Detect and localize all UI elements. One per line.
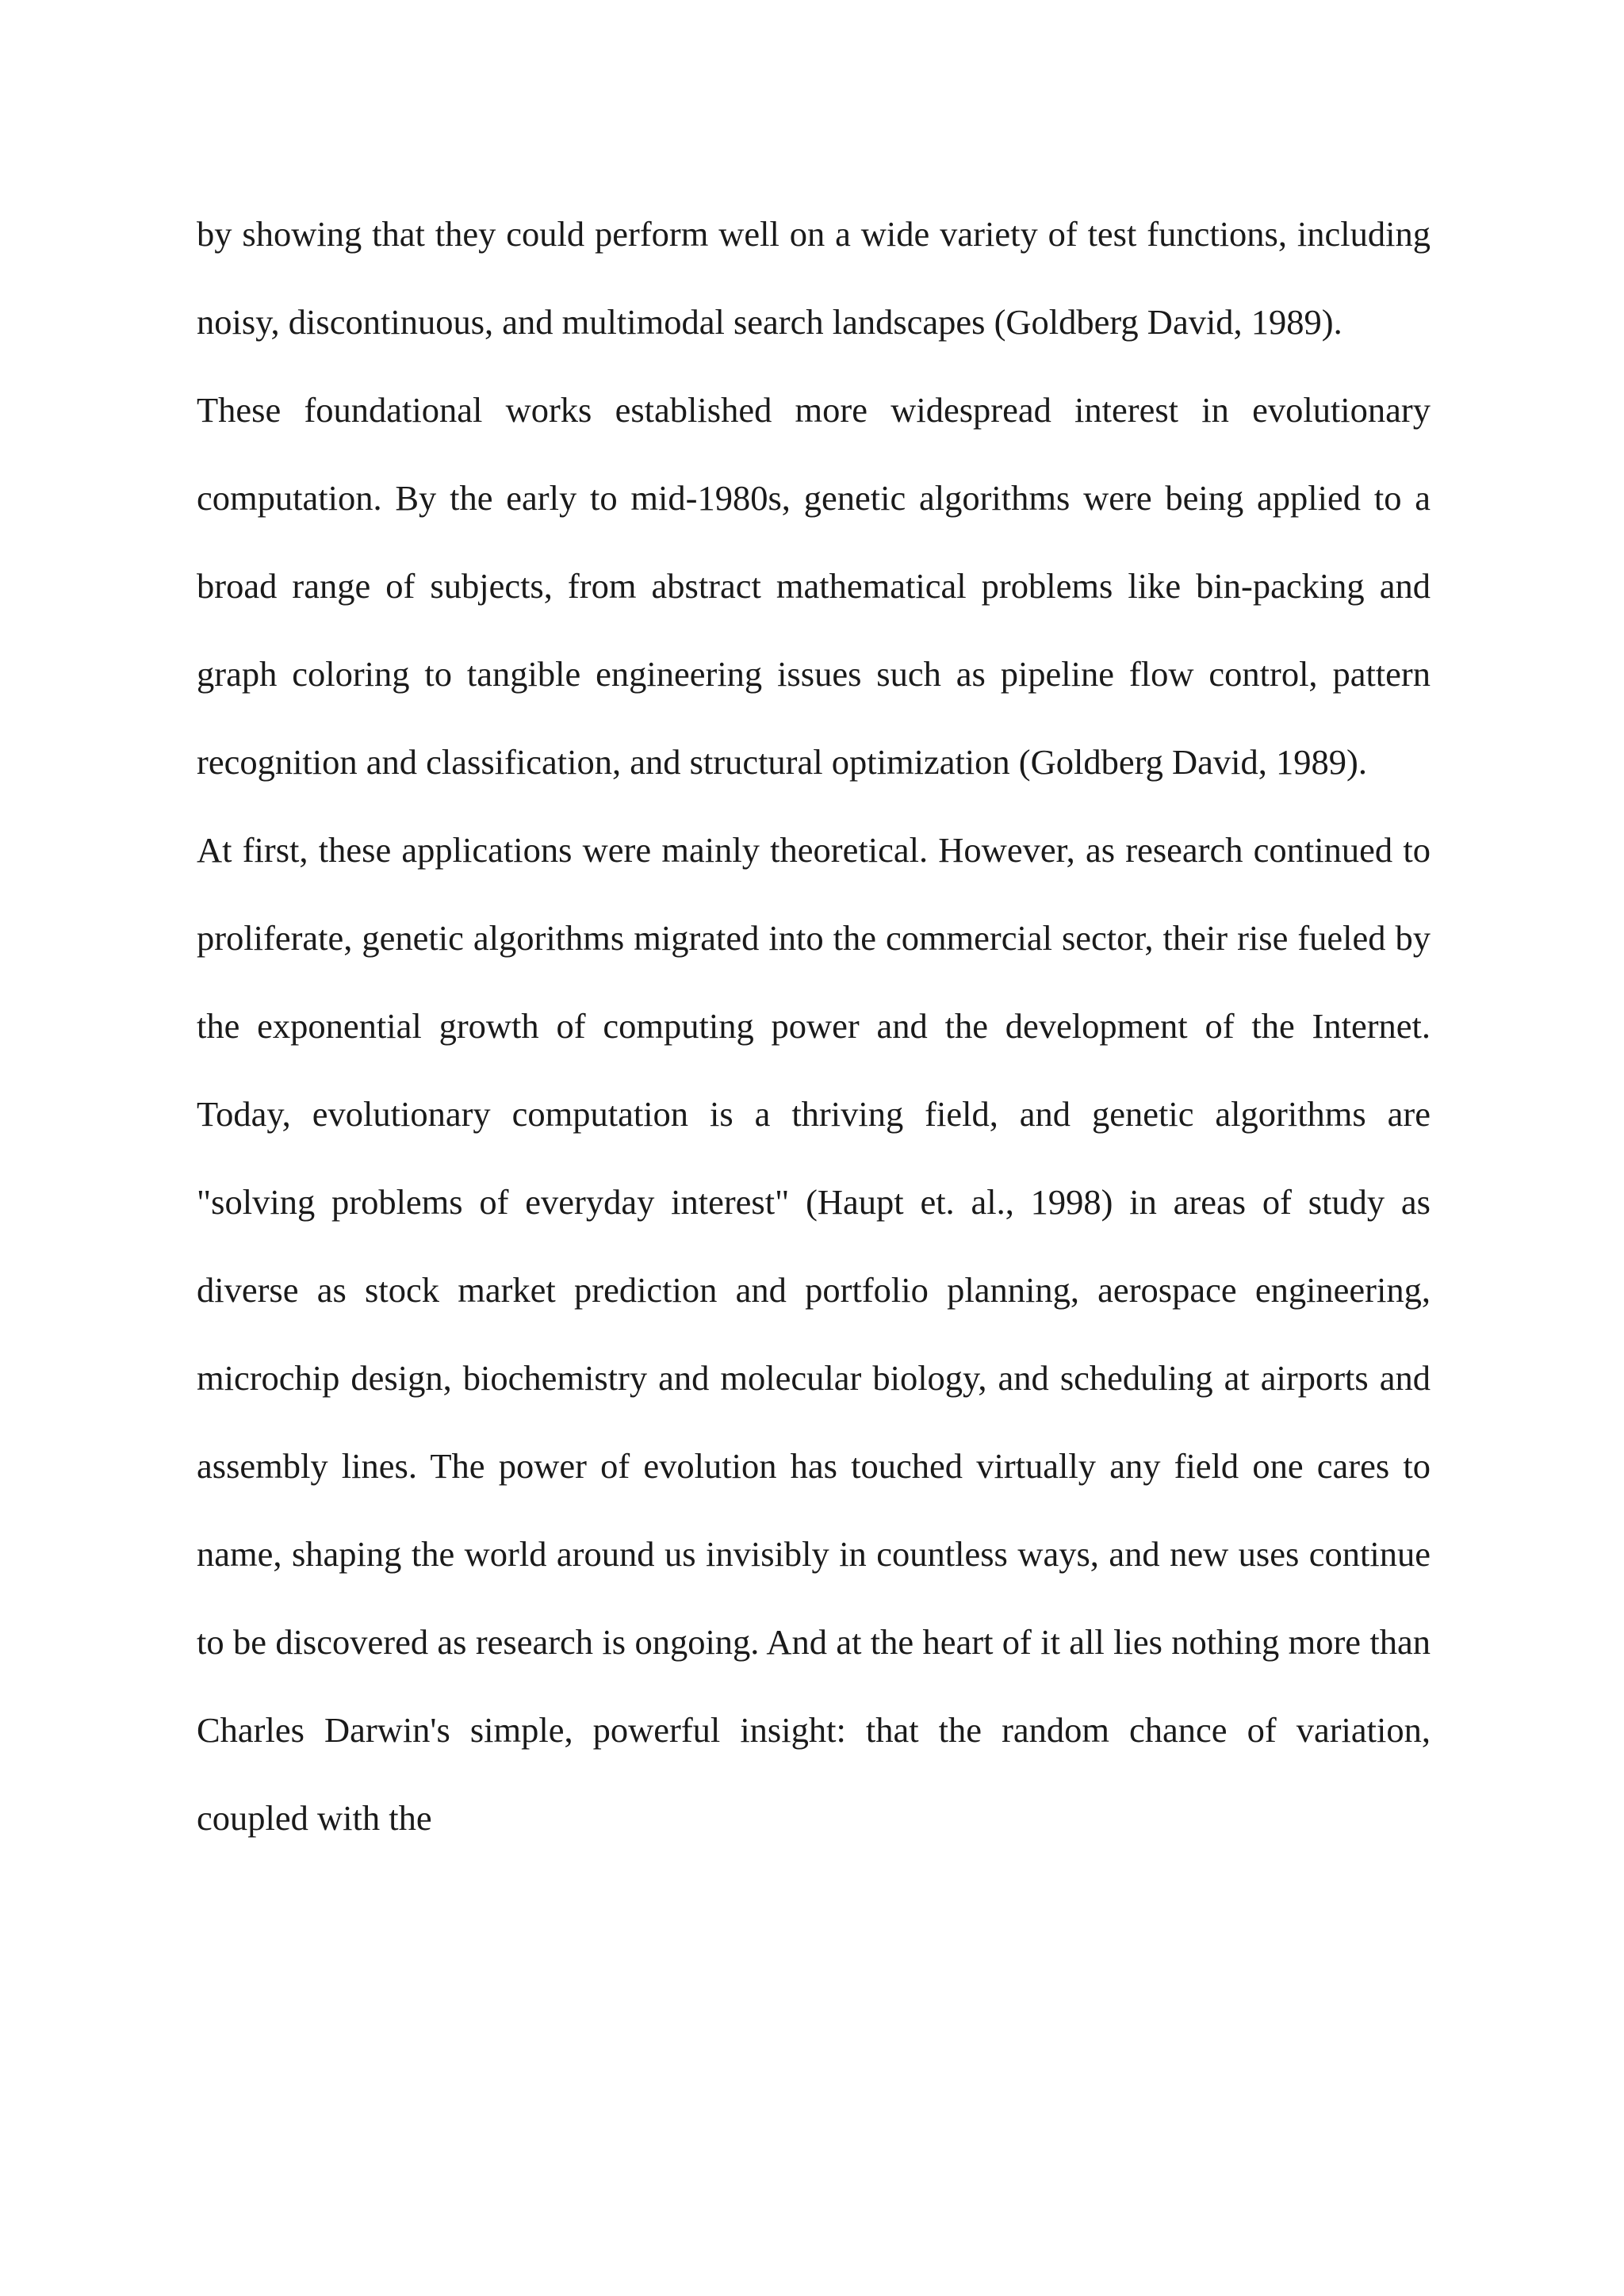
paragraph-2: These foundational works established more widespread interest in evolutionary computation. By the early to mid-1980s, genetic algorithms were being applied to a broad range of subjects, from abstract mathematical problems like bin-packing and graph coloring to tangible engineering issues such as pipeline flow control, pattern recognition and classification, and structural optimization (Goldberg David, 1989). <box>197 390 1431 782</box>
body-text <box>197 190 1431 1862</box>
paragraph-3: At first, these applications were mainly theoretical. However, as research continued to proliferate, genetic algorithms migrated into the commercial sector, their rise fueled by the exponential growth of computing power and the development of the Internet. Today, evolutionary computation is a thriving field, and genetic algorithms are "solving problems of everyday interest" (Haupt et. al., 1998) in areas of study as diverse as stock market prediction and portfolio planning, aerospace engineering, microchip design, biochemistry and molecular biology, and scheduling at airports and assembly lines. The power of evolution has touched virtually any field one cares to name, shaping the world around us invisibly in countless ways, and new uses continue to be discovered as research is ongoing. And at the heart of it all lies nothing more than Charles Darwin's simple, powerful insight: that the random chance of variation, coupled with the <box>197 830 1431 1838</box>
paragraph-1: by showing that they could perform well on a wide variety of test functions, including noisy, discontinuous, and multimodal search landscapes (Goldberg David, 1989). <box>197 214 1431 342</box>
